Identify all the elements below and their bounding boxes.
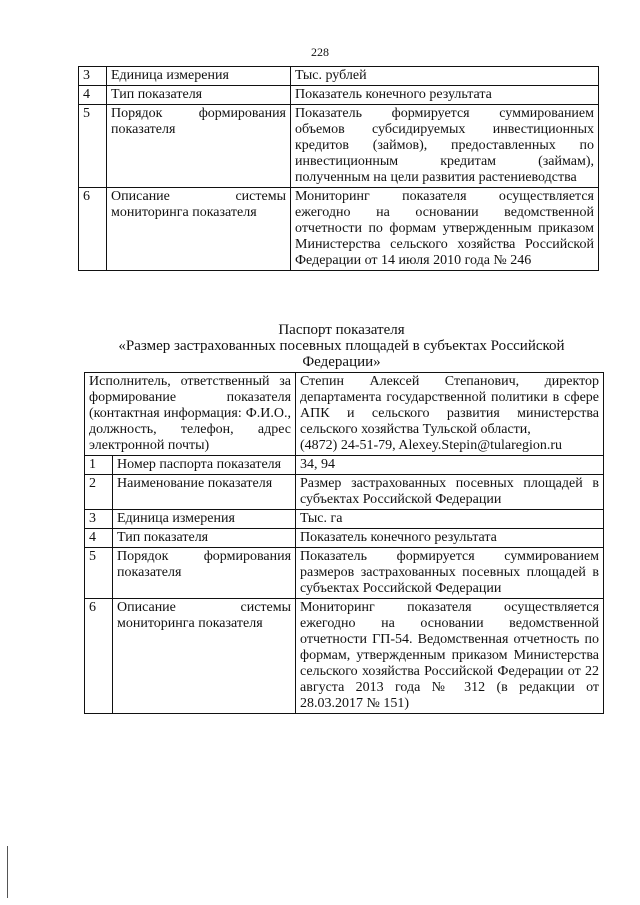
table-row [85, 599, 604, 714]
table-row [85, 510, 604, 529]
row-value: 34, 94 [296, 456, 604, 475]
row-number: 6 [85, 599, 113, 714]
row-value: Показатель формируется суммированием размеров застрахованных посевных площадей в субъектах Российской Федерации [296, 548, 604, 599]
row-number: 4 [79, 86, 107, 105]
passport-title: Паспорт показателя [278, 322, 405, 338]
row-number: 2 [85, 475, 113, 510]
executor-value: Степин Алексей Степанович, директор департамента государственной политики в сфере АПК и сельского развития министерства сельского хозяйства Тульской области, [300, 374, 600, 437]
row-number: 6 [79, 188, 107, 271]
table-row [79, 86, 599, 105]
row-label: Тип показателя [107, 86, 291, 105]
row-label: Порядок формирования показателя [113, 548, 296, 599]
indicator-passport-table [84, 372, 604, 714]
executor-contact: (4872) 24-51-79, Alexey.Stepin@tularegion.ru [300, 438, 563, 453]
row-value: Мониторинг показателя осуществляется ежегодно на основании ведомственной отчетности ГП-54. Ведомственная отчетность по формам, утвержденным приказом Министерства сельского хозяйства Российской Федерации от 22 августа 2013 года № 312 (в редакции от 28.03.2017 № 151) [296, 599, 604, 714]
row-value: Мониторинг показателя осуществляется ежегодно на основании ведомственной отчетности по формам утвержденным приказом Министерства сельского хозяйства Российской Федерации от 14 июля 2010 года № 246 [291, 188, 599, 271]
table-row [79, 105, 599, 188]
row-value: Показатель конечного результата [296, 529, 604, 548]
row-label: Единица измерения [113, 510, 296, 529]
table-row [85, 475, 604, 510]
row-number: 3 [85, 510, 113, 529]
row-value: Показатель формируется суммированием объемов субсидируемых инвестиционных кредитов (займов), предоставленных по инвестиционным кредитам (займам), полученным на цели развития растениеводства [291, 105, 599, 188]
row-number: 4 [85, 529, 113, 548]
page-number: 228 [311, 45, 329, 59]
table-row [79, 67, 599, 86]
table-row [85, 529, 604, 548]
executor-label: Исполнитель, ответственный за формирование показателя (контактная информация: Ф.И.О., должность, телефон, адрес электронной почты) [85, 373, 296, 456]
row-value: Размер застрахованных посевных площадей в субъектах Российской Федерации [296, 475, 604, 510]
row-value: Тыс. га [296, 510, 604, 529]
row-value: Тыс. рублей [291, 67, 599, 86]
row-number: 5 [85, 548, 113, 599]
scan-margin-line [7, 846, 8, 898]
row-label: Описание системы мониторинга показателя [113, 599, 296, 714]
row-number: 1 [85, 456, 113, 475]
table-row [85, 373, 604, 456]
row-number: 3 [79, 67, 107, 86]
passport-subtitle: «Размер застрахованных посевных площадей в субъектах Российской Федерации» [118, 338, 565, 370]
row-label: Единица измерения [107, 67, 291, 86]
table-row [85, 548, 604, 599]
row-label: Тип показателя [113, 529, 296, 548]
row-label: Описание системы мониторинга показателя [107, 188, 291, 271]
row-number: 5 [79, 105, 107, 188]
table-row [85, 456, 604, 475]
table-row [79, 188, 599, 271]
row-value: Показатель конечного результата [291, 86, 599, 105]
row-label: Номер паспорта показателя [113, 456, 296, 475]
indicator-table-1 [78, 66, 599, 271]
row-label: Порядок формирования показателя [107, 105, 291, 188]
row-label: Наименование показателя [113, 475, 296, 510]
executor-cell [296, 373, 604, 456]
